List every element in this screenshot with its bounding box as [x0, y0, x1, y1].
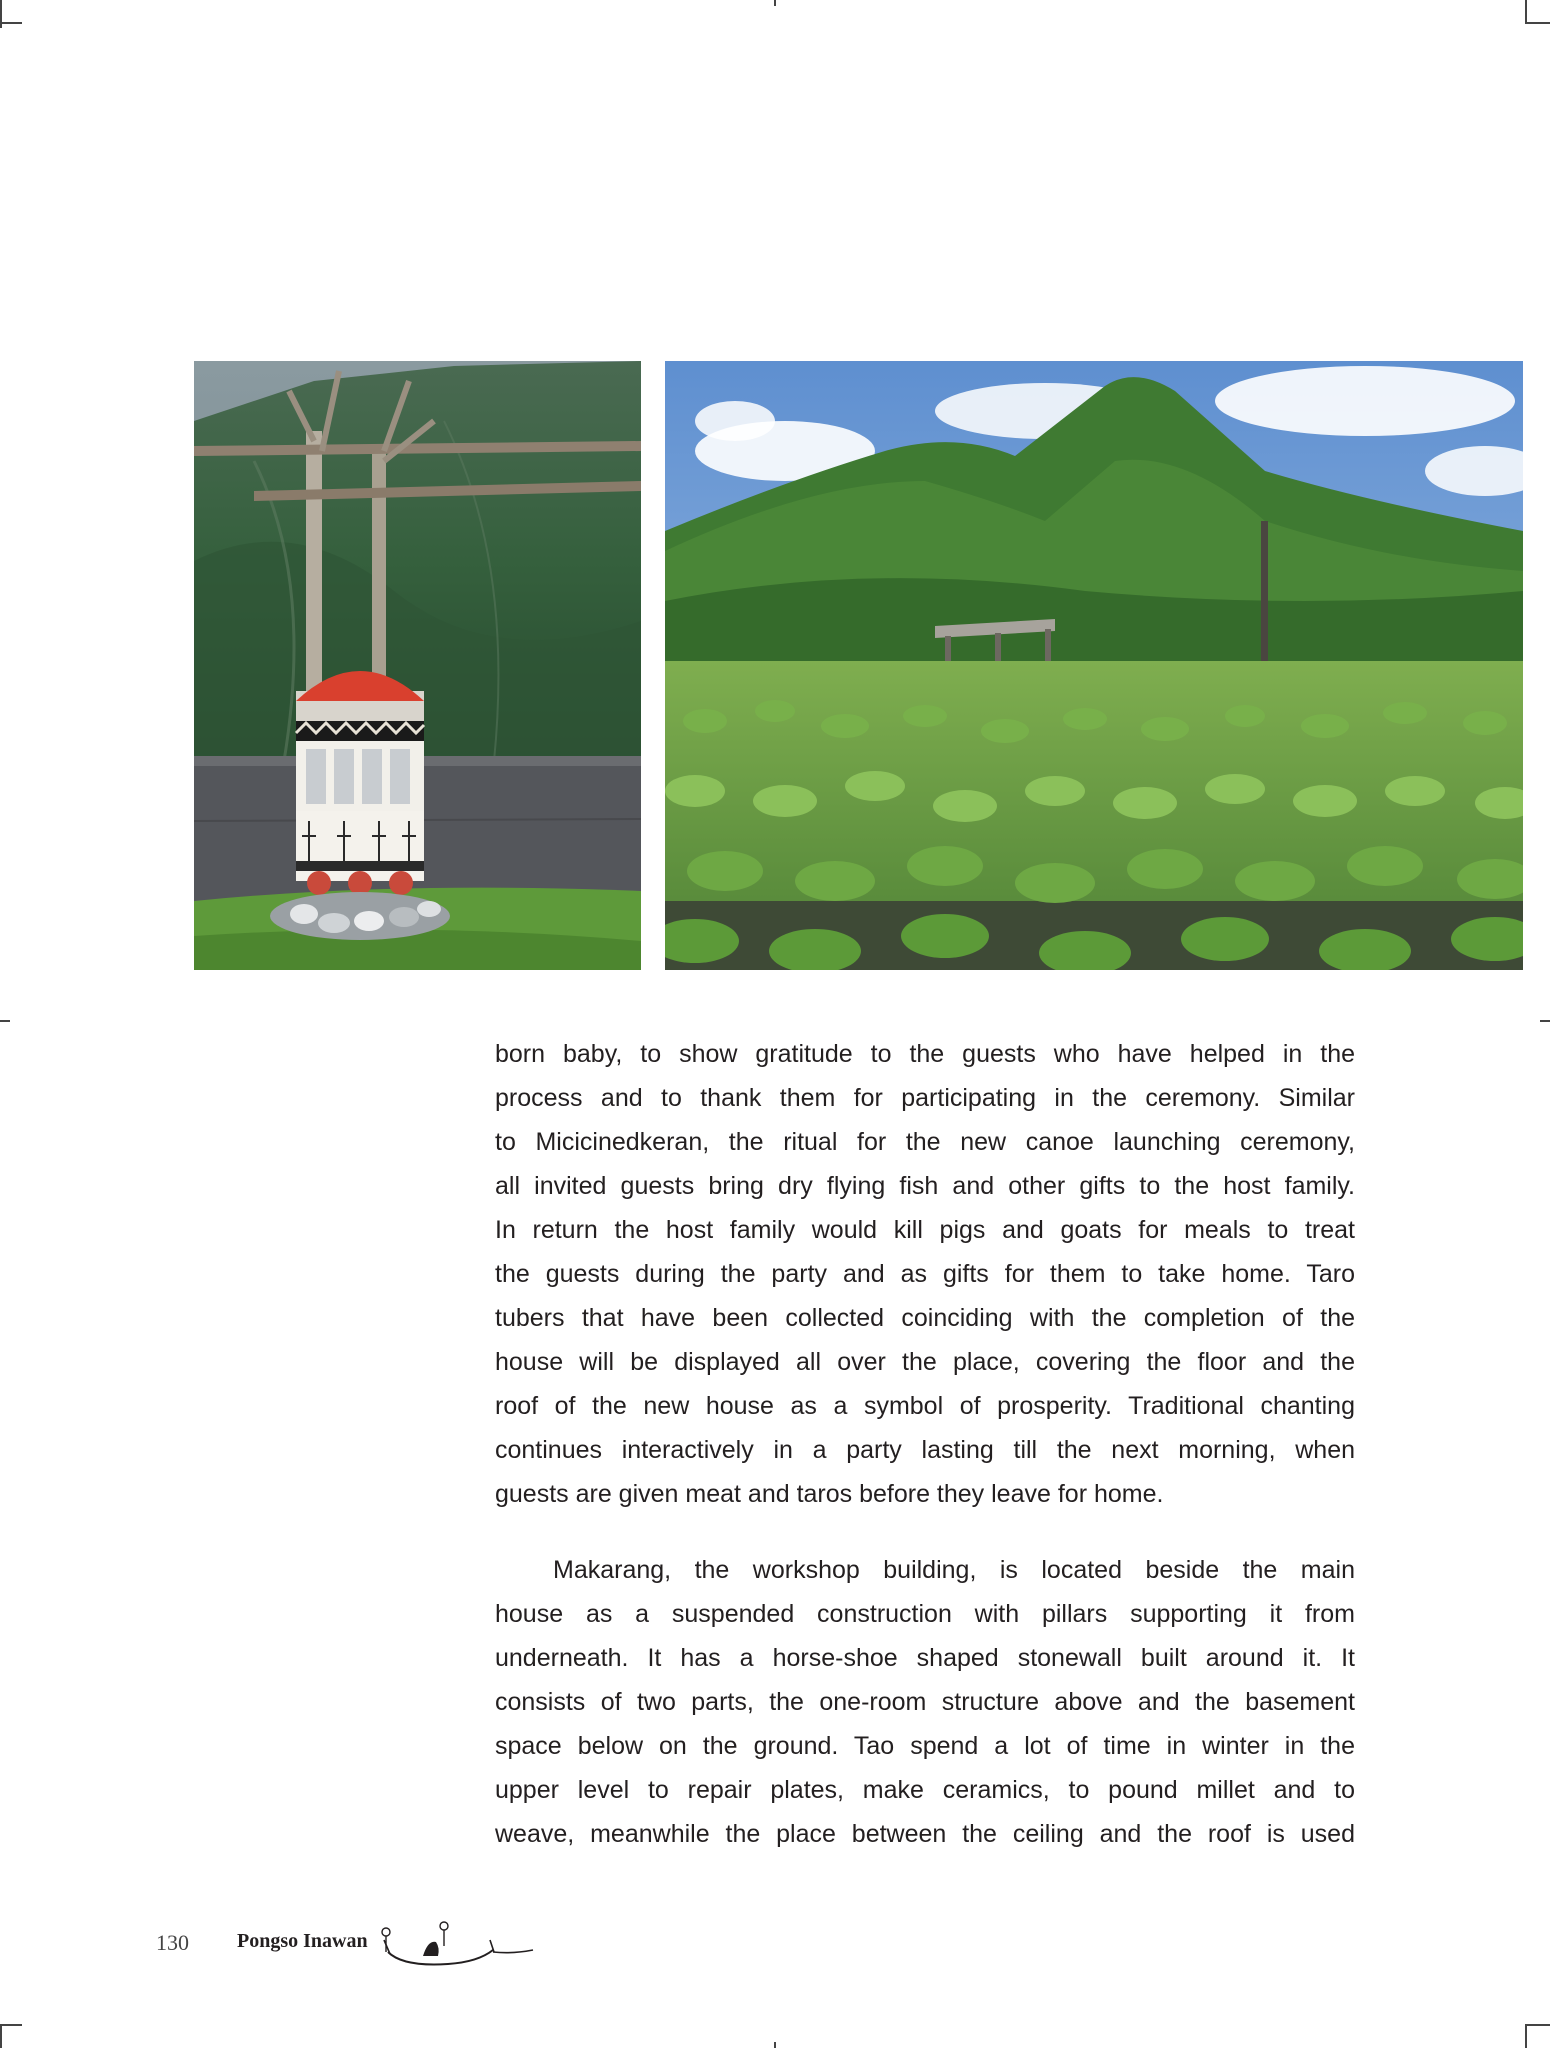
crop-mark: [0, 2024, 2, 2048]
crop-mark: [1525, 0, 1527, 24]
text-line: tubers that have been collected coinciding with the completion of the: [495, 1304, 1355, 1332]
crop-mark: [1525, 2024, 1550, 2026]
crop-mark: [774, 0, 776, 6]
shrine-photo: [194, 361, 641, 970]
text-line: upper level to repair plates, make ceramics, to pound millet and to: [495, 1776, 1355, 1804]
text-line: house will be displayed all over the place, covering the floor and the: [495, 1348, 1355, 1376]
text-line: the guests during the party and as gifts for them to take home. Taro: [495, 1260, 1355, 1288]
page-footer: [0, 1922, 600, 1982]
text-line: consists of two parts, the one-room structure above and the basement: [495, 1688, 1355, 1716]
text-line: weave, meanwhile the place between the ceiling and the roof is used: [495, 1820, 1355, 1848]
taro-field-photo: [665, 361, 1523, 970]
text-line: house as a suspended construction with pillars supporting it from: [495, 1600, 1355, 1628]
text-line: roof of the new house as a symbol of prosperity. Traditional chanting: [495, 1392, 1355, 1420]
text-line: Makarang, the workshop building, is located beside the main: [553, 1556, 1355, 1584]
page-number: 130: [156, 1930, 189, 1955]
text-line: In return the host family would kill pigs and goats for meals to treat: [495, 1216, 1355, 1244]
text-line: to Micicinedkeran, the ritual for the new canoe launching ceremony,: [495, 1128, 1355, 1156]
text-line: continues interactively in a party lasting till the next morning, when: [495, 1436, 1355, 1464]
crop-mark: [1525, 22, 1550, 24]
text-line: underneath. It has a horse-shoe shaped stonewall built around it. It: [495, 1644, 1355, 1672]
body-paragraph: [495, 1548, 1355, 1856]
book-title: Pongso Inawan: [237, 1930, 368, 1952]
text-line: all invited guests bring dry flying fish and other gifts to the host family.: [495, 1172, 1355, 1200]
body-paragraph: [495, 1032, 1355, 1516]
crop-mark: [1540, 1020, 1550, 1022]
text-line: space below on the ground. Tao spend a lot of time in winter in the: [495, 1732, 1355, 1760]
crop-mark: [774, 2042, 776, 2048]
crop-mark: [1525, 2024, 1527, 2048]
text-line: process and to thank them for participating in the ceremony. Similar: [495, 1084, 1355, 1112]
canoe-illustration-icon: [378, 1912, 538, 1972]
text-line: guests are given meat and taros before they leave for home.: [495, 1480, 1164, 1508]
crop-mark: [0, 22, 22, 24]
crop-mark: [0, 1020, 10, 1022]
text-line: born baby, to show gratitude to the guests who have helped in the: [495, 1040, 1355, 1068]
crop-mark: [0, 2024, 22, 2026]
